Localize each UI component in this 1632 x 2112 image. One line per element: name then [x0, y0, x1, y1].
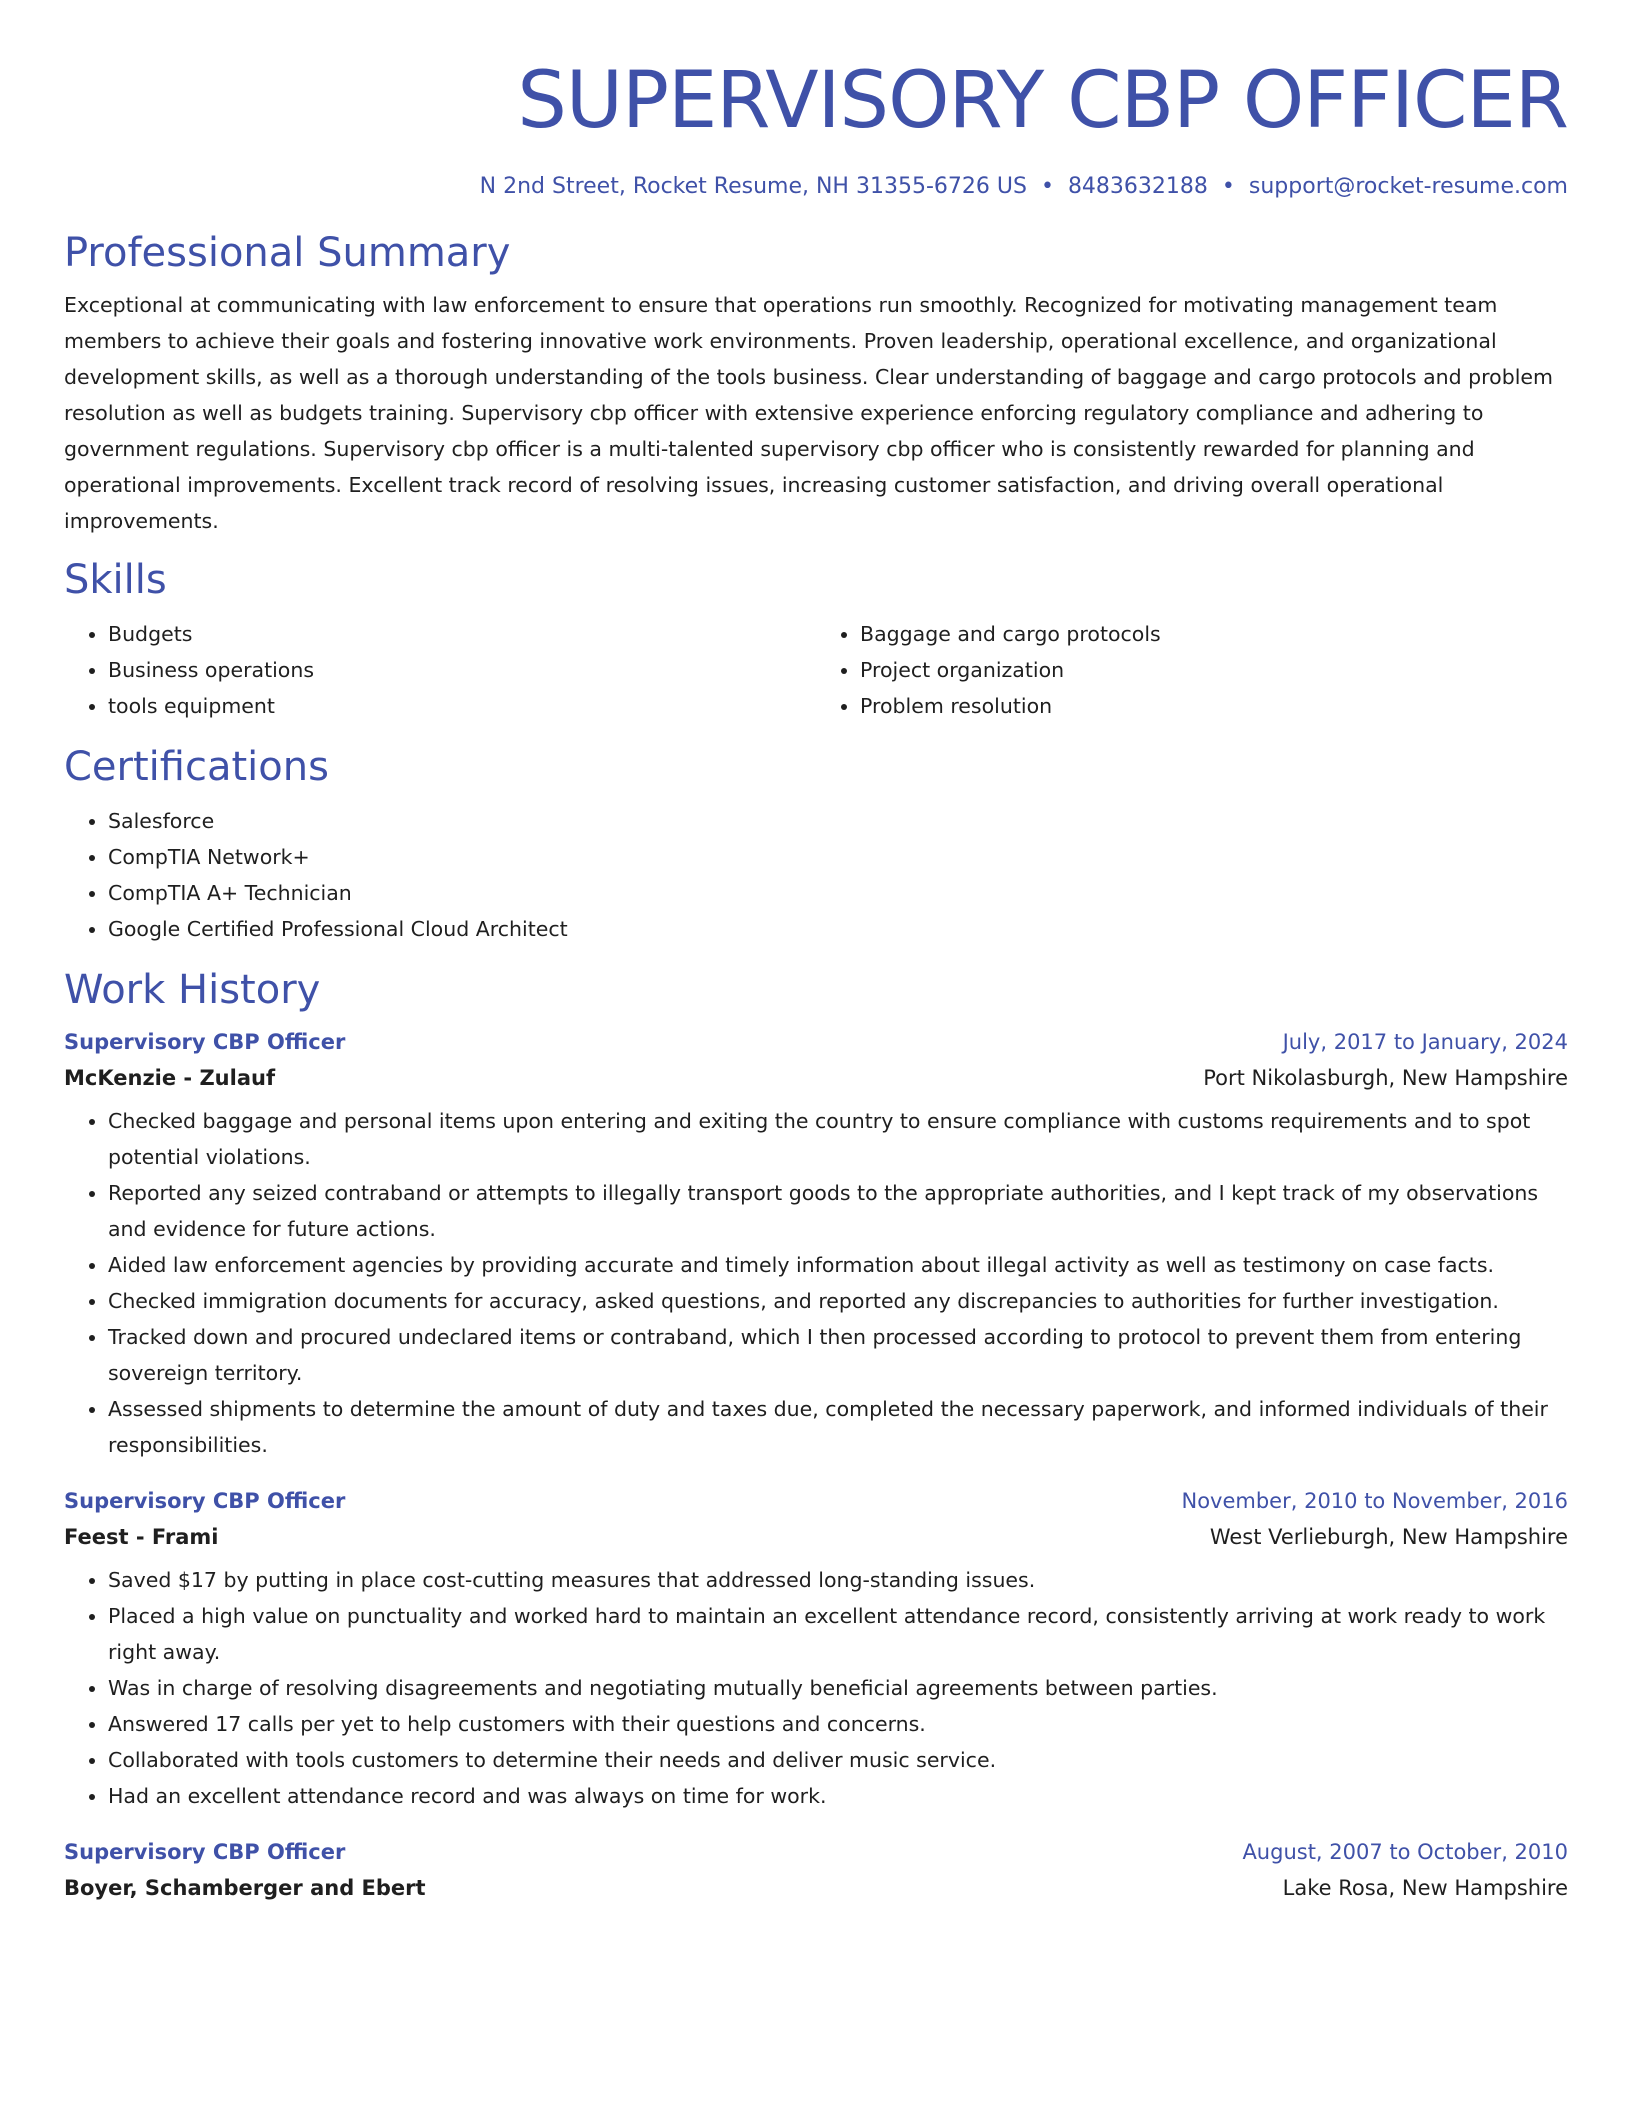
certifications-list: [64, 803, 1568, 947]
email-text: support@rocket-resume.com: [1248, 174, 1568, 199]
phone-text: 8483632188: [1067, 174, 1208, 199]
job-dates: August, 2007 to October, 2010: [1242, 1840, 1568, 1864]
skills-grid: [64, 616, 1568, 724]
address-text: N 2nd Street, Rocket Resume, NH 31355-6726 US: [479, 174, 1027, 199]
certification-item: • CompTIA A+ Technician: [108, 875, 1568, 911]
job-duty-item: • Reported any seized contraband or attempts to illegally transport goods to the appropriate authorities, and I kept track of my observations and evidence for future actions.: [108, 1175, 1568, 1247]
certification-item: • Google Certified Professional Cloud Architect: [108, 911, 1568, 947]
job-header-row: [64, 1840, 1568, 1864]
section-title-work-history: Work History: [64, 967, 321, 1013]
skill-item: • Baggage and cargo protocols: [860, 616, 1568, 652]
skill-item: • Problem resolution: [860, 688, 1568, 724]
job-duty-item: • Checked immigration documents for accuracy, asked questions, and reported any discrepancies to authorities for further investigation.: [108, 1283, 1568, 1319]
job-duty-item: • Had an excellent attendance record and was always on time for work.: [108, 1778, 1568, 1814]
job-duties-list: [64, 1562, 1568, 1814]
skill-item: • tools equipment: [108, 688, 816, 724]
summary-text: Exceptional at communicating with law enforcement to ensure that operations run smoothly. Recognized for motivating management team members to achieve their goals and fostering innovative work environments. Proven leadership, operational excellence, and organizational development skills, as well as a thorough understanding of the tools business. Clear understanding of baggage and cargo protocols and problem resolution as well as budgets training. Supervisory cbp officer with extensive experience enforcing regulatory compliance and adhering to government regulations. Supervisory cbp officer is a multi-talented supervisory cbp officer who is consistently rewarded for planning and operational improvements. Excellent track record of resolving issues, increasing customer satisfaction, and driving overall operational improvements.: [64, 293, 1553, 533]
separator-dot: •: [1221, 174, 1235, 199]
job-dates: July, 2017 to January, 2024: [1282, 1030, 1568, 1054]
certifications-section: [64, 744, 1568, 947]
resume-page: [64, 0, 1568, 1900]
skills-list-right: [816, 616, 1568, 724]
job-entry: [64, 1840, 1568, 1900]
job-duty-item: • Tracked down and procured undeclared items or contraband, which I then processed according to protocol to prevent them from entering sovereign territory.: [108, 1319, 1568, 1391]
skill-item: • Business operations: [108, 652, 816, 688]
skill-item: • Budgets: [108, 616, 816, 652]
job-duty-item: • Checked baggage and personal items upon entering and exiting the country to ensure compliance with customs requirements and to spot potential violations.: [108, 1103, 1568, 1175]
job-company: McKenzie - Zulauf: [64, 1066, 276, 1090]
job-company: Feest - Frami: [64, 1525, 219, 1549]
job-company-row: [64, 1066, 1568, 1090]
job-dates: November, 2010 to November, 2016: [1181, 1489, 1568, 1513]
skills-section: [64, 557, 1568, 724]
job-title: Supervisory CBP Officer: [64, 1489, 346, 1513]
job-header-row: [64, 1489, 1568, 1513]
job-location: Port Nikolasburgh, New Hampshire: [1203, 1066, 1568, 1090]
job-company-row: [64, 1525, 1568, 1549]
job-header-row: [64, 1030, 1568, 1054]
section-title-summary: Professional Summary: [64, 230, 511, 276]
job-entry: [64, 1030, 1568, 1463]
candidate-name: SUPERVISORY CBP OFFICER: [517, 56, 1568, 146]
skills-list-left: [64, 616, 816, 724]
section-title-certifications: Certifications: [64, 744, 329, 790]
job-duty-item: • Answered 17 calls per yet to help customers with their questions and concerns.: [108, 1706, 1568, 1742]
work-history-section: [64, 967, 1568, 1900]
job-duty-item: • Saved $17 by putting in place cost-cutting measures that addressed long-standing issues.: [108, 1562, 1568, 1598]
job-location: West Verlieburgh, New Hampshire: [1209, 1525, 1568, 1549]
job-duties-list: [64, 1103, 1568, 1463]
job-title: Supervisory CBP Officer: [64, 1840, 346, 1864]
job-title: Supervisory CBP Officer: [64, 1030, 346, 1054]
job-company-row: [64, 1876, 1568, 1900]
contact-line: [64, 174, 1568, 200]
job-duty-item: • Aided law enforcement agencies by providing accurate and timely information about illegal activity as well as testimony on case facts.: [108, 1247, 1568, 1283]
section-title-skills: Skills: [64, 557, 167, 603]
resume-header: [64, 56, 1568, 200]
summary-section: [64, 230, 1568, 539]
job-duty-item: • Assessed shipments to determine the amount of duty and taxes due, completed the necessary paperwork, and informed individuals of their responsibilities.: [108, 1391, 1568, 1463]
certification-item: • Salesforce: [108, 803, 1568, 839]
separator-dot: •: [1040, 174, 1054, 199]
certification-item: • CompTIA Network+: [108, 839, 1568, 875]
job-entry: [64, 1489, 1568, 1814]
job-location: Lake Rosa, New Hampshire: [1282, 1876, 1568, 1900]
skill-item: • Project organization: [860, 652, 1568, 688]
job-duty-item: • Collaborated with tools customers to determine their needs and deliver music service.: [108, 1742, 1568, 1778]
job-duty-item: • Placed a high value on punctuality and worked hard to maintain an excellent attendance record, consistently arriving at work ready to work right away.: [108, 1598, 1568, 1670]
job-duty-item: • Was in charge of resolving disagreements and negotiating mutually beneficial agreements between parties.: [108, 1670, 1568, 1706]
job-company: Boyer, Schamberger and Ebert: [64, 1876, 426, 1900]
